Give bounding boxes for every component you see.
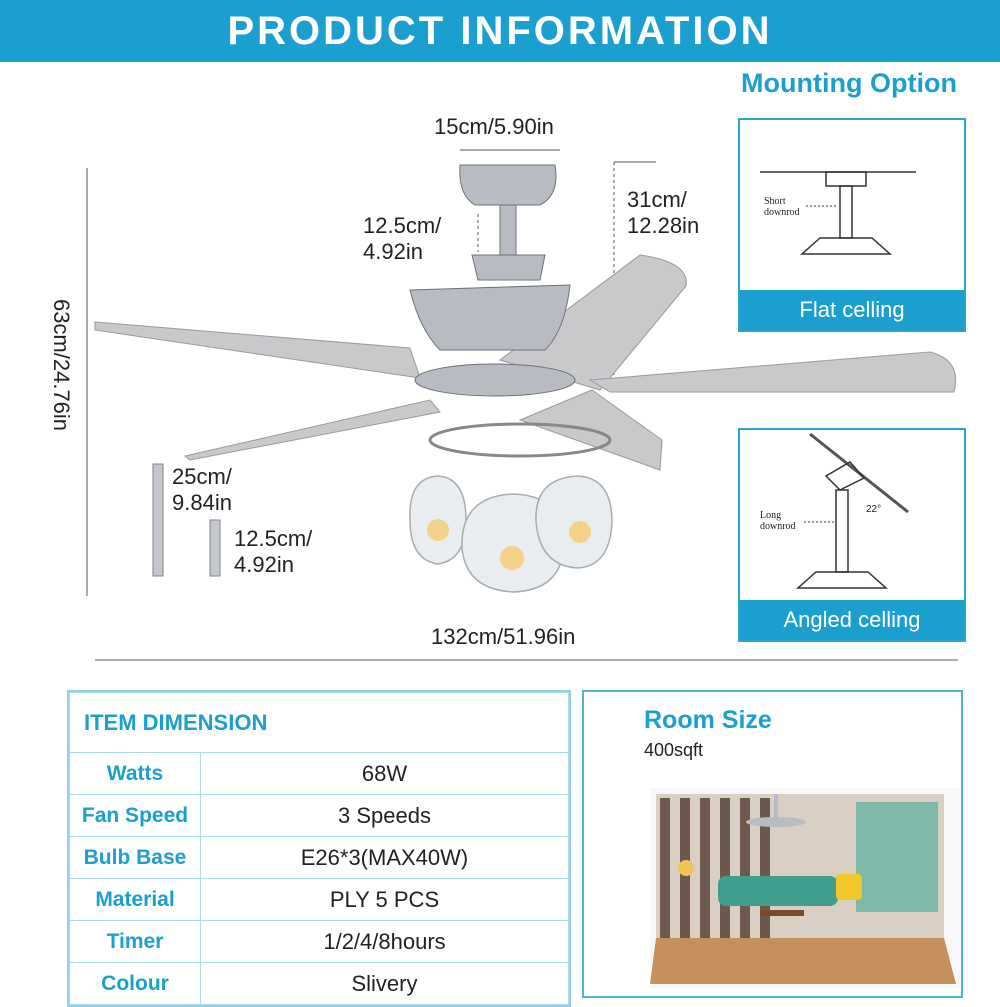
rod-short-label-2: 4.92in	[234, 552, 294, 577]
spec-value: PLY 5 PCS	[201, 879, 569, 921]
room-size-value: 400sqft	[644, 740, 704, 760]
canopy-height-label-2: 12.28in	[627, 213, 700, 238]
spec-value: 3 Speeds	[201, 795, 569, 837]
spec-label: Colour	[70, 963, 201, 1005]
span-label: 132cm/51.96in	[431, 624, 576, 649]
spec-value: Slivery	[201, 963, 569, 1005]
downrod-top-label-1: 12.5cm/	[363, 213, 442, 238]
page-banner: PRODUCT INFORMATION	[0, 0, 1000, 62]
spec-label: Timer	[70, 921, 201, 963]
rod-short-label-1: 12.5cm/	[234, 526, 313, 551]
flat-ceiling-note: Short downrod	[764, 196, 800, 218]
flat-ceiling-caption: Flat celling	[740, 290, 964, 330]
rod-long-label-1: 25cm/	[172, 464, 232, 489]
canopy-height-label-1: 31cm/	[627, 187, 687, 212]
spec-value: 1/2/4/8hours	[201, 921, 569, 963]
item-dimension-table	[67, 690, 571, 1007]
spec-label: Bulb Base	[70, 837, 201, 879]
table-row	[70, 921, 569, 963]
total-height-label: 63cm/24.76in	[49, 298, 74, 432]
light-shades	[410, 476, 612, 592]
spec-value: 68W	[201, 753, 569, 795]
room-size-title: Room Size	[644, 706, 772, 734]
table-row	[70, 879, 569, 921]
spec-label: Fan Speed	[70, 795, 201, 837]
angle-label: 22°	[866, 504, 882, 515]
table-row	[70, 753, 569, 795]
room-size-panel	[582, 690, 963, 998]
spec-value: E26*3(MAX40W)	[201, 837, 569, 879]
table-row	[70, 837, 569, 879]
mounting-option-title: Mounting Option	[741, 68, 957, 98]
angled-ceiling-note: Long downrod	[760, 510, 796, 532]
spec-label: Material	[70, 879, 201, 921]
canopy-width-label: 15cm/5.90in	[434, 114, 554, 139]
spec-header: ITEM DIMENSION	[70, 693, 569, 753]
table-row	[70, 795, 569, 837]
room-illustration	[650, 788, 960, 988]
rod-long-label-2: 9.84in	[172, 490, 232, 515]
spec-label: Watts	[70, 753, 201, 795]
angled-ceiling-caption: Angled celling	[740, 600, 964, 640]
downrod-top-label-2: 4.92in	[363, 239, 423, 264]
table-row	[70, 963, 569, 1005]
